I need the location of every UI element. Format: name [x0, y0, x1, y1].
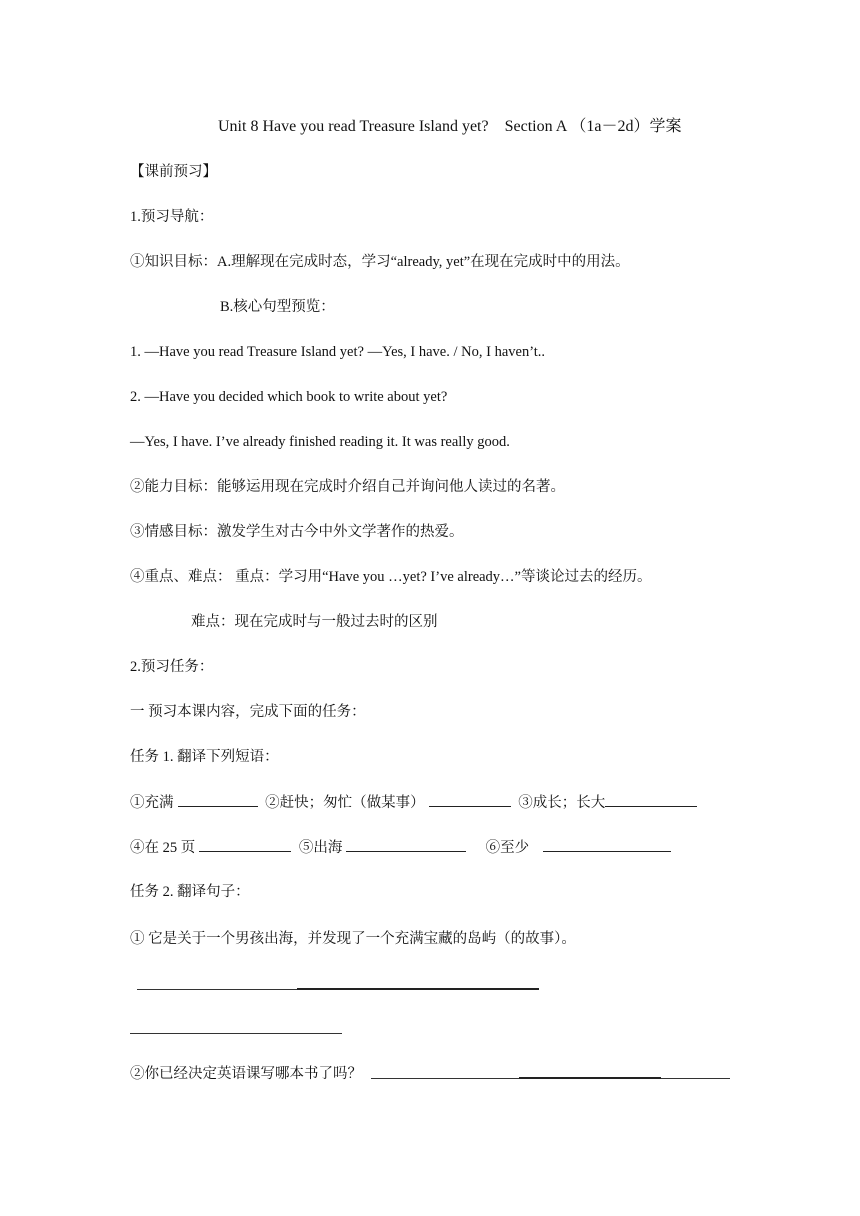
phrase-4-blank[interactable]	[199, 837, 291, 852]
phrase-4-label: ④在 25 页	[130, 840, 196, 856]
task-intro: 一 预习本课内容，完成下面的任务：	[130, 704, 366, 720]
preview-nav-heading: 1.预习导航：	[130, 209, 214, 225]
phrase-5-blank[interactable]	[346, 837, 466, 852]
phrase-1-label: ①充满	[130, 795, 174, 811]
core-sentence-2-answer: —Yes, I have. I’ve already finished reading it. It was really good.	[130, 434, 510, 450]
core-sentence-1: 1. —Have you read Treasure Island yet? —Yes, I have. / No, I haven’t..	[130, 344, 546, 360]
phrase-6-label: ⑥至少	[485, 840, 530, 856]
difficult-points: 难点：现在完成时与一般过去时的区别	[191, 614, 438, 630]
knowledge-goal: ①知识目标：A.理解现在完成时态，学习“already, yet”在现在完成时中的用法。	[130, 254, 630, 270]
phrase-3-blank[interactable]	[605, 792, 697, 807]
phrase-row-2	[130, 837, 675, 858]
answer-line-2[interactable]	[130, 1033, 342, 1034]
answer-line-3a[interactable]	[371, 1078, 519, 1079]
core-sentence-2: 2. —Have you decided which book to write about yet?	[130, 389, 448, 405]
phrase-2-label: ②赶快；匆忙（做某事）	[265, 795, 425, 811]
translate-sentence-2-text: ②你已经决定英语课写哪本书了吗？	[130, 1066, 362, 1082]
phrase-6-blank[interactable]	[543, 837, 671, 852]
phrase-3-label: ③成长；长大	[518, 795, 606, 811]
translate-sentence-1: ① 它是关于一个男孩出海，并发现了一个充满宝藏的岛屿（的故事）。	[130, 931, 576, 947]
preview-task-heading: 2.预习任务：	[130, 659, 214, 675]
core-sentences-heading: B.核心句型预览：	[220, 299, 335, 315]
ability-goal: ②能力目标：能够运用现在完成时介绍自己并询问他人读过的名著。	[130, 479, 565, 495]
section-heading: 【课前预习】	[130, 164, 217, 180]
translate-sentence-2	[130, 1064, 362, 1084]
emotion-goal: ③情感目标：激发学生对古今中外文学著作的热爱。	[130, 524, 464, 540]
task-1-heading: 任务 1. 翻译下列短语：	[130, 749, 279, 765]
phrase-row-1	[130, 792, 697, 813]
page-title: Unit 8 Have you read Treasure Island yet? Section A （1a－2d）学案	[218, 118, 682, 135]
answer-line-1b[interactable]	[297, 988, 539, 990]
answer-line-1a[interactable]	[137, 989, 297, 990]
answer-line-3c[interactable]	[661, 1078, 730, 1079]
phrase-2-blank[interactable]	[429, 792, 511, 807]
answer-line-3b[interactable]	[519, 1077, 661, 1079]
task-2-heading: 任务 2. 翻译句子：	[130, 884, 250, 900]
key-points: ④重点、难点： 重点：学习用“Have you …yet? I’ve already…”等谈论过去的经历。	[130, 569, 652, 585]
phrase-1-blank[interactable]	[178, 792, 258, 807]
phrase-5-label: ⑤出海	[298, 840, 343, 856]
